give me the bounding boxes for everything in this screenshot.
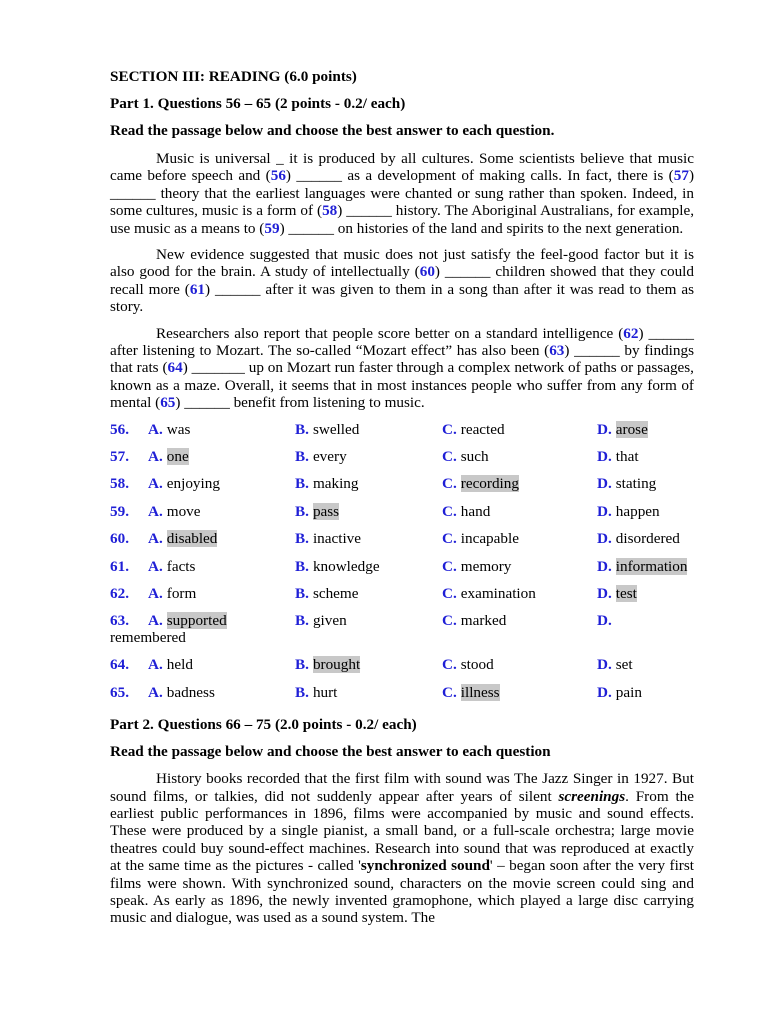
option-letter: C. (442, 557, 457, 575)
passage2-paragraph-1 (110, 770, 694, 927)
option-text: inactive (312, 530, 362, 548)
option-a[interactable] (148, 684, 215, 701)
worksheet-page (110, 67, 694, 936)
question-row (110, 558, 694, 585)
option-text: was (166, 420, 191, 438)
option-c[interactable] (442, 656, 494, 673)
option-letter: C. (442, 683, 457, 701)
option-letter: A. (148, 585, 163, 603)
option-letter: A. (148, 475, 163, 493)
option-letter: C. (442, 502, 457, 520)
option-letter: B. (295, 448, 309, 466)
option-letter: D. (597, 557, 612, 575)
option-text: reacted (460, 420, 505, 438)
option-letter: A. (148, 656, 163, 674)
question-number: 64. (110, 656, 129, 674)
question-number: 63. (110, 612, 129, 630)
option-d[interactable] (597, 585, 637, 602)
option-letter: C. (442, 420, 457, 438)
option-d[interactable] (597, 612, 616, 629)
emphasis-synchronized-sound: synchronized sound (360, 857, 490, 875)
option-text: happen (615, 502, 660, 520)
option-c[interactable] (442, 475, 519, 492)
blank-number-62: 62 (623, 324, 639, 342)
question-number: 56. (110, 420, 129, 438)
option-letter: C. (442, 448, 457, 466)
option-d[interactable] (597, 503, 660, 520)
option-b[interactable] (295, 612, 347, 629)
option-c[interactable] (442, 448, 489, 465)
option-b[interactable] (295, 448, 347, 465)
option-c[interactable] (442, 530, 519, 547)
option-text: marked (460, 612, 507, 630)
question-row (110, 448, 694, 475)
option-letter: D. (597, 530, 612, 548)
option-letter: A. (148, 502, 163, 520)
option-d[interactable] (597, 530, 680, 547)
highlighted-answer: test (615, 585, 637, 603)
option-c[interactable] (442, 612, 506, 629)
option-c[interactable] (442, 585, 536, 602)
option-letter: D. (597, 612, 612, 630)
option-letter: A. (148, 448, 163, 466)
emphasis-screenings: screenings (558, 787, 626, 805)
option-a[interactable] (148, 585, 196, 602)
part1-title: Part 1. Questions 56 – 65 (2 points - 0.2/ each) (110, 95, 406, 112)
highlighted-answer: disabled (166, 530, 218, 548)
option-letter: C. (442, 585, 457, 603)
question-row (110, 503, 694, 530)
question-number: 65. (110, 683, 129, 701)
question-row (110, 656, 694, 683)
blank-number-64: 64 (167, 359, 183, 377)
option-text: hurt (312, 683, 338, 701)
option-text: such (460, 448, 489, 466)
option-text: examination (460, 585, 536, 603)
highlighted-answer: one (166, 448, 189, 466)
text-run: ) ______ on histories of the land and spirits to the next generation. (279, 219, 684, 237)
question-number: 61. (110, 557, 129, 575)
option-b[interactable] (295, 585, 358, 602)
blank-number-61: 61 (189, 280, 205, 298)
option-b[interactable] (295, 530, 361, 547)
highlighted-answer: information (615, 557, 688, 575)
option-d[interactable] (597, 421, 648, 438)
option-b[interactable] (295, 656, 360, 673)
text-run: ) ______ history. The Aboriginal Australians, for example, use music as a means to ( (110, 202, 694, 237)
option-text: stating (615, 475, 657, 493)
option-d[interactable] (597, 448, 639, 465)
text-run: History books recorded that the first film with sound was The Jazz Singer in 1927. But sound films, or talkies, did not suddenly appear after years of silent (110, 770, 694, 805)
option-d[interactable] (597, 558, 687, 575)
option-text: given (312, 612, 347, 630)
option-text: hand (460, 502, 491, 520)
option-b[interactable] (295, 503, 339, 520)
blank-number-63: 63 (549, 342, 565, 360)
question-number: 62. (110, 585, 129, 603)
text-run: ) ______ after listening to Mozart. The so-called “Mozart effect” has also been ( (110, 324, 695, 360)
text-run: ' – began soon after the very first films were shown. With synchronized sound, characters on the movie screen could sing and speak. As early as 1896, the newly invented gramophone, which played a large disc carrying music and dialogue, was used as a sound system. The (110, 857, 694, 927)
option-letter: B. (295, 420, 309, 438)
option-letter: D. (597, 502, 612, 520)
option-letter: B. (295, 585, 309, 603)
option-c[interactable] (442, 421, 505, 438)
option-letter: C. (442, 656, 457, 674)
option-text: remembered (110, 629, 186, 647)
option-letter: D. (597, 420, 612, 438)
option-letter: A. (148, 530, 163, 548)
highlighted-answer: pass (312, 502, 340, 520)
option-letter: B. (295, 612, 309, 630)
option-c[interactable] (442, 558, 511, 575)
option-a[interactable] (148, 475, 220, 492)
section-title: SECTION III: READING (6.0 points) (110, 68, 357, 85)
option-letter: C. (442, 530, 457, 548)
option-text: memory (460, 557, 512, 575)
highlighted-answer: recording (460, 475, 519, 493)
option-b[interactable] (295, 421, 359, 438)
option-letter: B. (295, 475, 309, 493)
option-text: facts (166, 557, 196, 575)
option-letter: A. (148, 612, 163, 630)
option-text: form (166, 585, 197, 603)
question-row (110, 475, 694, 502)
text-run: New evidence suggested that music does not just satisfy the feel-good factor but it is also good for the brain. A study of intellectually ( (110, 246, 694, 281)
text-run: ) ______ children showed that they could recall more ( (110, 263, 694, 298)
question-number: 57. (110, 448, 129, 466)
option-text: scheme (312, 585, 359, 603)
option-d[interactable] (597, 656, 633, 673)
option-b[interactable] (295, 475, 359, 492)
option-text: set (615, 656, 633, 674)
highlighted-answer: illness (460, 683, 500, 701)
option-letter: A. (148, 420, 163, 438)
part2-title: Part 2. Questions 66 – 75 (2.0 points - 0.2/ each) (110, 716, 417, 734)
option-text: swelled (312, 420, 360, 438)
option-letter: B. (295, 683, 309, 701)
option-text: disordered (615, 530, 680, 548)
option-a[interactable] (148, 503, 201, 520)
option-a[interactable] (148, 421, 190, 438)
blank-number-60: 60 (419, 263, 435, 281)
option-letter: A. (148, 557, 163, 575)
option-letter: D. (597, 448, 612, 466)
text-run: ) ______ by findings that rats ( (110, 342, 694, 377)
option-letter: D. (597, 683, 612, 701)
answer-options-grid (110, 421, 694, 712)
option-text: held (166, 656, 193, 674)
part2-instruction: Read the passage below and choose the best answer to each question (110, 743, 551, 761)
highlighted-answer: brought (312, 656, 361, 674)
passage1-paragraph-2 (110, 246, 694, 316)
option-letter: B. (295, 530, 309, 548)
option-d[interactable] (597, 684, 642, 701)
option-b[interactable] (295, 684, 337, 701)
option-d[interactable] (597, 475, 656, 492)
option-letter: D. (597, 656, 612, 674)
option-a[interactable] (148, 530, 217, 547)
option-c[interactable] (442, 503, 490, 520)
option-text: stood (460, 656, 494, 674)
text-run: ) ______ after it was given to them in a song than after it was read to them as story. (110, 280, 695, 316)
option-letter: B. (295, 502, 309, 520)
part1-instruction: Read the passage below and choose the best answer to each question. (110, 122, 555, 139)
option-text: move (166, 502, 201, 520)
highlighted-answer: arose (615, 420, 648, 438)
text-run: Researchers also report that people score better on a standard intelligence ( (156, 324, 624, 342)
text-run: ) _______ up on Mozart run faster through a complex network of paths or passages, known as a maze. Overall, it seems that in most instances people who suffer from any form of mental ( (110, 359, 694, 412)
option-letter: C. (442, 612, 457, 630)
passage1-paragraph-1 (110, 150, 694, 237)
option-a[interactable] (148, 558, 195, 575)
option-text: every (312, 448, 347, 466)
blank-number-65: 65 (160, 394, 176, 412)
question-row (110, 684, 694, 711)
option-text: badness (166, 683, 215, 701)
option-letter: B. (295, 557, 309, 575)
option-text: making (312, 475, 359, 493)
option-letter: D. (597, 585, 612, 603)
highlighted-answer: supported (166, 612, 227, 630)
option-a[interactable] (148, 448, 189, 465)
blank-number-59: 59 (264, 219, 280, 237)
question-row (110, 530, 694, 557)
option-letter: D. (597, 475, 612, 493)
option-c[interactable] (442, 684, 500, 701)
option-letter: A. (148, 683, 163, 701)
blank-number-58: 58 (322, 202, 338, 220)
text-run: ) ______ benefit from listening to music. (175, 394, 425, 412)
option-a[interactable] (148, 612, 227, 629)
option-a[interactable] (148, 656, 193, 673)
option-text: knowledge (312, 557, 380, 575)
option-text: pain (615, 683, 642, 701)
option-text: incapable (460, 530, 519, 548)
text-run: ) ______ theory that the earliest languages were chanted or sung rather than spoken. Indeed, in some cultures, music is a form of ( (110, 167, 694, 220)
question-row (110, 585, 694, 612)
blank-number-56: 56 (270, 167, 286, 185)
text-run: ) ______ as a development of making calls. In fact, there is ( (285, 167, 674, 185)
question-number: 58. (110, 475, 129, 493)
option-text: enjoying (166, 475, 220, 493)
question-number: 59. (110, 502, 129, 520)
option-text: that (615, 448, 639, 466)
blank-number-57: 57 (673, 167, 689, 185)
question-number: 60. (110, 530, 129, 548)
question-row (110, 421, 694, 448)
passage1-paragraph-3 (110, 325, 694, 412)
text-run: Music is universal _ it is produced by all cultures. Some scientists believe that music came before speech and ( (110, 150, 694, 185)
option-letter: C. (442, 475, 457, 493)
option-b[interactable] (295, 558, 380, 575)
text-run: . From the earliest public performances in 1896, films were accompanied by music and sound effects. These were produced by a single pianist, a small band, or a full-scale orchestra; large movie theatres could buy sound-effect machines. Research into sound that was reproduced at exactly at the same time as the pictures - called ' (110, 787, 694, 875)
option-letter: B. (295, 656, 309, 674)
question-row (110, 612, 694, 656)
